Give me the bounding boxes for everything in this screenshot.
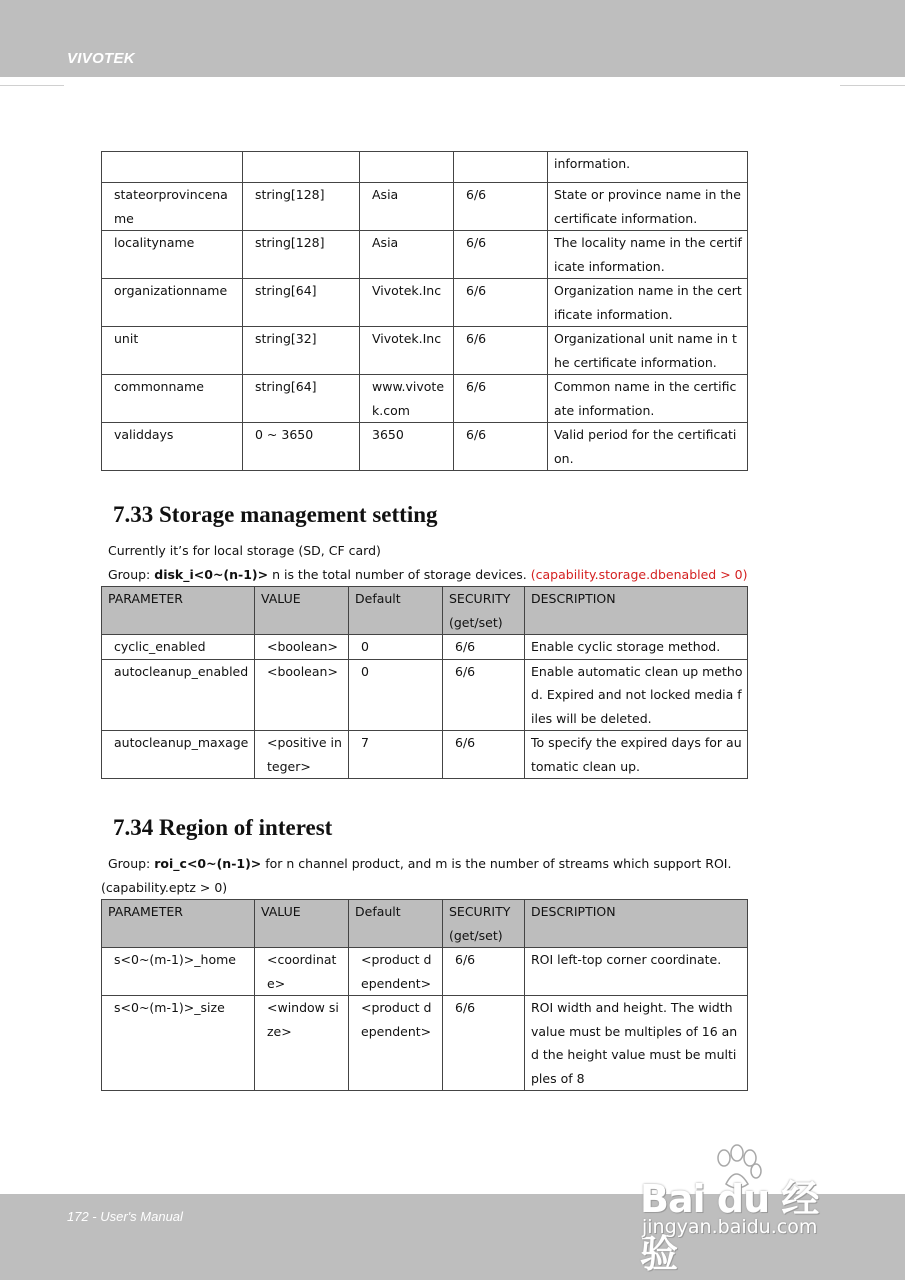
certificate-table-body: [102, 152, 748, 471]
table-cell-name: commonname: [102, 375, 243, 423]
table-cell-name: [102, 152, 243, 183]
table-cell-description: Enable automatic clean up method. Expired and not locked media files will be deleted.: [525, 659, 748, 731]
table-cell-type: string[32]: [243, 327, 360, 375]
table-cell-description: Organization name in the certificate information.: [548, 279, 748, 327]
column-header: DESCRIPTION: [525, 900, 748, 948]
table-row: [102, 635, 748, 660]
table-row: [102, 659, 748, 731]
watermark-logo: Bai du 经验: [640, 1177, 819, 1276]
table-header-row: [102, 587, 748, 635]
brand-logo: VIVOTEK: [67, 50, 135, 67]
roi-table: [101, 899, 748, 1091]
column-header: Default: [349, 900, 443, 948]
table-cell-security: 6/6: [443, 996, 525, 1091]
table-row: [102, 996, 748, 1091]
table-row: [102, 375, 748, 423]
table-cell-name: autocleanup_enabled: [102, 659, 255, 731]
table-cell-value: <boolean>: [255, 659, 349, 731]
table-row: [102, 231, 748, 279]
table-cell-security: 6/6: [454, 327, 548, 375]
watermark-url: jingyan.baidu.com: [642, 1216, 818, 1238]
table-cell-description: Organizational unit name in the certificate information.: [548, 327, 748, 375]
table-cell-default: 3650: [360, 423, 454, 471]
table-cell-default: <product dependent>: [349, 948, 443, 996]
table-cell-description: State or province name in the certificate information.: [548, 183, 748, 231]
table-cell-type: string[128]: [243, 183, 360, 231]
table-cell-default: 7: [349, 731, 443, 779]
column-header: PARAMETER: [102, 587, 255, 635]
storage-table-body: [102, 587, 748, 779]
table-cell-name: s<0~(m-1)>_home: [102, 948, 255, 996]
table-cell-value: <positive integer>: [255, 731, 349, 779]
table-row: [102, 948, 748, 996]
table-cell-description: information.: [548, 152, 748, 183]
table-cell-security: 6/6: [443, 731, 525, 779]
table-cell-security: [454, 152, 548, 183]
group-name: disk_i<0~(n-1)>: [154, 567, 269, 582]
roi-group-line: [108, 856, 731, 871]
table-cell-description: The locality name in the certificate information.: [548, 231, 748, 279]
table-cell-name: s<0~(m-1)>_size: [102, 996, 255, 1091]
column-header: VALUE: [255, 587, 349, 635]
column-header: DESCRIPTION: [525, 587, 748, 635]
table-cell-type: string[128]: [243, 231, 360, 279]
table-row: [102, 279, 748, 327]
roi-capability: (capability.eptz > 0): [101, 880, 228, 895]
table-cell-name: localityname: [102, 231, 243, 279]
column-header: PARAMETER: [102, 900, 255, 948]
table-cell-name: autocleanup_maxage: [102, 731, 255, 779]
page-header: [0, 0, 905, 77]
certificate-table: [101, 151, 748, 471]
table-cell-default: Asia: [360, 183, 454, 231]
table-cell-default: Vivotek.Inc: [360, 279, 454, 327]
table-row: [102, 731, 748, 779]
group-prefix: Group:: [108, 856, 155, 871]
roi-table-body: [102, 900, 748, 1091]
table-cell-description: To specify the expired days for automatic clean up.: [525, 731, 748, 779]
baidu-watermark: [640, 1150, 850, 1276]
table-cell-security: 6/6: [454, 183, 548, 231]
group-prefix: Group:: [108, 567, 155, 582]
table-cell-name: stateorprovincename: [102, 183, 243, 231]
section-title-roi: 7.34 Region of interest: [113, 815, 333, 840]
table-cell-security: 6/6: [454, 231, 548, 279]
header-rule-right: [840, 85, 905, 86]
table-cell-security: 6/6: [443, 659, 525, 731]
column-header: Default: [349, 587, 443, 635]
table-cell-name: organizationname: [102, 279, 243, 327]
table-cell-type: string[64]: [243, 375, 360, 423]
table-cell-type: string[64]: [243, 279, 360, 327]
table-header-row: [102, 900, 748, 948]
table-cell-name: validdays: [102, 423, 243, 471]
table-cell-default: Asia: [360, 231, 454, 279]
table-row: [102, 423, 748, 471]
table-cell-default: <product dependent>: [349, 996, 443, 1091]
table-cell-default: Vivotek.Inc: [360, 327, 454, 375]
header-rule-left: [0, 85, 64, 86]
table-cell-security: 6/6: [454, 279, 548, 327]
storage-group-line: [108, 567, 747, 582]
table-cell-name: cyclic_enabled: [102, 635, 255, 660]
group-name: roi_c<0~(n-1)>: [154, 856, 262, 871]
group-text: for n channel product, and m is the number of streams which support ROI.: [261, 856, 732, 871]
table-cell-value: <boolean>: [255, 635, 349, 660]
table-cell-type: [243, 152, 360, 183]
table-cell-default: [360, 152, 454, 183]
table-cell-security: 6/6: [443, 635, 525, 660]
page-number: 172 - User's Manual: [67, 1209, 183, 1224]
table-cell-security: 6/6: [454, 375, 548, 423]
table-cell-default: 0: [349, 659, 443, 731]
table-cell-value: <coordinate>: [255, 948, 349, 996]
table-cell-name: unit: [102, 327, 243, 375]
table-cell-security: 6/6: [454, 423, 548, 471]
storage-intro: Currently it’s for local storage (SD, CF card): [108, 543, 381, 558]
section-title-storage: 7.33 Storage management setting: [113, 502, 438, 527]
storage-table: [101, 586, 748, 779]
table-cell-description: ROI left-top corner coordinate.: [525, 948, 748, 996]
table-cell-value: <window size>: [255, 996, 349, 1091]
group-text: n is the total number of storage devices.: [268, 567, 531, 582]
table-cell-security: 6/6: [443, 948, 525, 996]
table-row: [102, 152, 748, 183]
table-row: [102, 183, 748, 231]
table-row: [102, 327, 748, 375]
column-header: SECURITY (get/set): [443, 587, 525, 635]
table-cell-description: ROI width and height. The width value must be multiples of 16 and the height value must be multiples of 8: [525, 996, 748, 1091]
table-cell-default: www.vivotek.com: [360, 375, 454, 423]
table-cell-description: Valid period for the certification.: [548, 423, 748, 471]
table-cell-description: Common name in the certificate information.: [548, 375, 748, 423]
table-cell-default: 0: [349, 635, 443, 660]
column-header: VALUE: [255, 900, 349, 948]
table-cell-type: 0 ~ 3650: [243, 423, 360, 471]
table-cell-description: Enable cyclic storage method.: [525, 635, 748, 660]
group-capability: (capability.storage.dbenabled > 0): [530, 567, 748, 582]
column-header: SECURITY (get/set): [443, 900, 525, 948]
